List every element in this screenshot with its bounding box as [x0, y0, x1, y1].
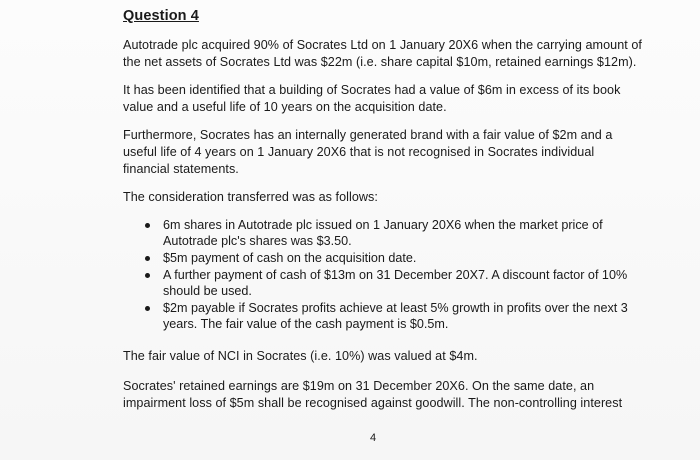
list-item-text: A further payment of cash of $13m on 31 December 20X7. A discount factor of 10% should be used. — [163, 268, 628, 298]
list-item — [163, 217, 633, 249]
paragraph-consideration-intro: The consideration transferred was as follows: — [123, 190, 378, 204]
bullet-icon — [145, 256, 150, 261]
list-item — [163, 250, 633, 266]
list-item-text: $5m payment of cash on the acquisition date. — [163, 251, 417, 265]
list-item-text: $2m payable if Socrates profits achieve at least 5% growth in profits over the next 3 years. The fair value of the cash payment is $0.5m. — [163, 301, 628, 331]
bullet-icon — [145, 223, 150, 228]
question-heading: Question 4 — [123, 8, 199, 24]
consideration-list — [163, 217, 633, 333]
list-item — [163, 267, 633, 299]
page-number: 4 — [370, 432, 377, 444]
bullet-icon — [145, 273, 150, 278]
paragraph-nci: The fair value of NCI in Socrates (i.e. 10%) was valued at $4m. — [123, 349, 478, 363]
paragraph-brand: Furthermore, Socrates has an internally generated brand with a fair value of $2m and a useful life of 4 years on 1 January 20X6 that is not recognised in Socrates individual financial statements. — [123, 128, 613, 176]
list-item-text: 6m shares in Autotrade plc issued on 1 January 20X6 when the market price of Autotrade plc's shares was $3.50. — [163, 218, 603, 248]
paragraph-acquisition: Autotrade plc acquired 90% of Socrates Ltd on 1 January 20X6 when the carrying amount of the net assets of Socrates Ltd was $22m (i.e. share capital $10m, retained earnings $12m). — [123, 38, 642, 69]
paragraph-retained-earnings: Socrates' retained earnings are $19m on 31 December 20X6. On the same date, an impairment loss of $5m shall be recognised against goodwill. The non-controlling interest — [123, 379, 623, 410]
paragraph-building: It has been identified that a building of Socrates had a value of $6m in excess of its book value and a useful life of 10 years on the acquisition date. — [123, 83, 621, 114]
list-item — [163, 300, 633, 332]
bullet-icon — [145, 306, 150, 311]
